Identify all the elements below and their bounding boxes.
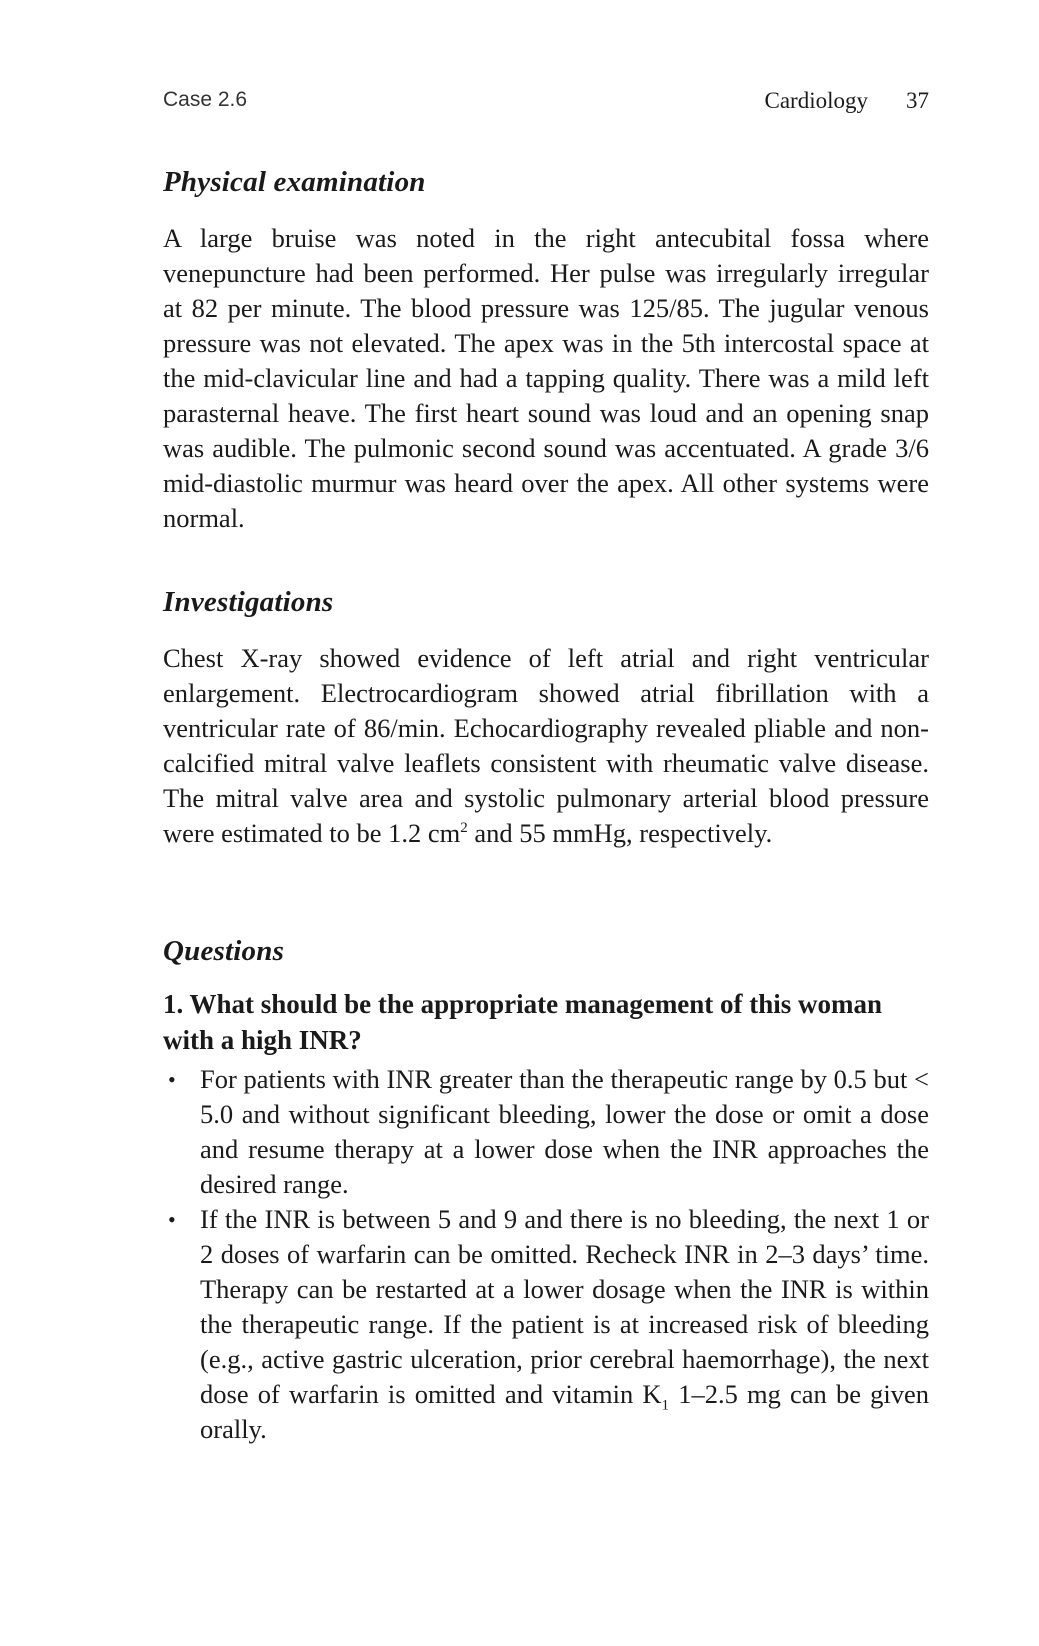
- question-1-title: [163, 986, 929, 1058]
- chapter-title: Cardiology: [764, 88, 868, 113]
- running-head-right: [765, 88, 930, 114]
- subscript: 1: [661, 1397, 670, 1414]
- bullet-icon: •: [168, 1207, 176, 1232]
- list-item: [163, 1202, 929, 1447]
- physical-examination-text: A large bruise was noted in the right antecubital fossa where venepuncture had been performed. Her pulse was irregularly irregular at 82 per minute. The blood pressure was 125/85. The jugular venous pressure was not elevated. The apex was in the 5th intercostal space at the mid-clavicular line and had a tapping quality. There was a mild left parasternal heave. The first heart sound was loud and an opening snap was audible. The pulmonic second sound was accentuated. A grade 3/6 mid-diastolic murmur was heard over the apex. All other systems were normal.: [163, 223, 929, 533]
- investigations-text-end: and 55 mmHg, respectively.: [467, 818, 773, 848]
- questions-heading: Questions: [163, 935, 285, 967]
- page-number: 37: [906, 88, 929, 113]
- bullet-icon: •: [168, 1067, 176, 1092]
- answer-bullet-list: [163, 1062, 929, 1447]
- superscript: 2: [460, 820, 468, 837]
- physical-examination-heading: Physical examination: [163, 166, 426, 198]
- question-text: What should be the appropriate management of this woman with a high INR?: [163, 989, 883, 1055]
- bullet-text: If the INR is between 5 and 9 and there is no bleeding, the next 1 or 2 doses of warfarin can be omitted. Recheck INR in 2–3 days’ time. Therapy can be restarted at a lower dosage when the INR is within the therapeutic range. If the patient is at increased risk of bleeding (e.g., active gastric ulceration, prior cerebral haemorrhage), the next dose of warfarin is omitted and vitamin K: [200, 1204, 929, 1409]
- bullet-text-end: 1–2.5 mg can be given orally.: [200, 1379, 929, 1444]
- question-number: 1.: [163, 989, 184, 1019]
- running-head: [163, 88, 929, 118]
- bullet-text: For patients with INR greater than the therapeutic range by 0.5 but < 5.0 and without significant bleeding, lower the dose or omit a dose and resume therapy at a lower dose when the INR approaches the desired range.: [200, 1064, 929, 1199]
- investigations-heading: Investigations: [163, 586, 334, 618]
- investigations-text-main: Chest X-ray showed evidence of left atrial and right ventricular enlargement. Electrocardiogram showed atrial fibrillation with a ventricular rate of 86/min. Echocardiography revealed pliable and non-calcified mitral valve leaflets consistent with rheumatic valve disease. The mitral valve area and systolic pulmonary arterial blood pressure were estimated to be 1.2 cm: [163, 643, 929, 848]
- case-number: Case 2.6: [163, 88, 248, 111]
- investigations-text: [163, 641, 929, 851]
- list-item: [163, 1062, 929, 1202]
